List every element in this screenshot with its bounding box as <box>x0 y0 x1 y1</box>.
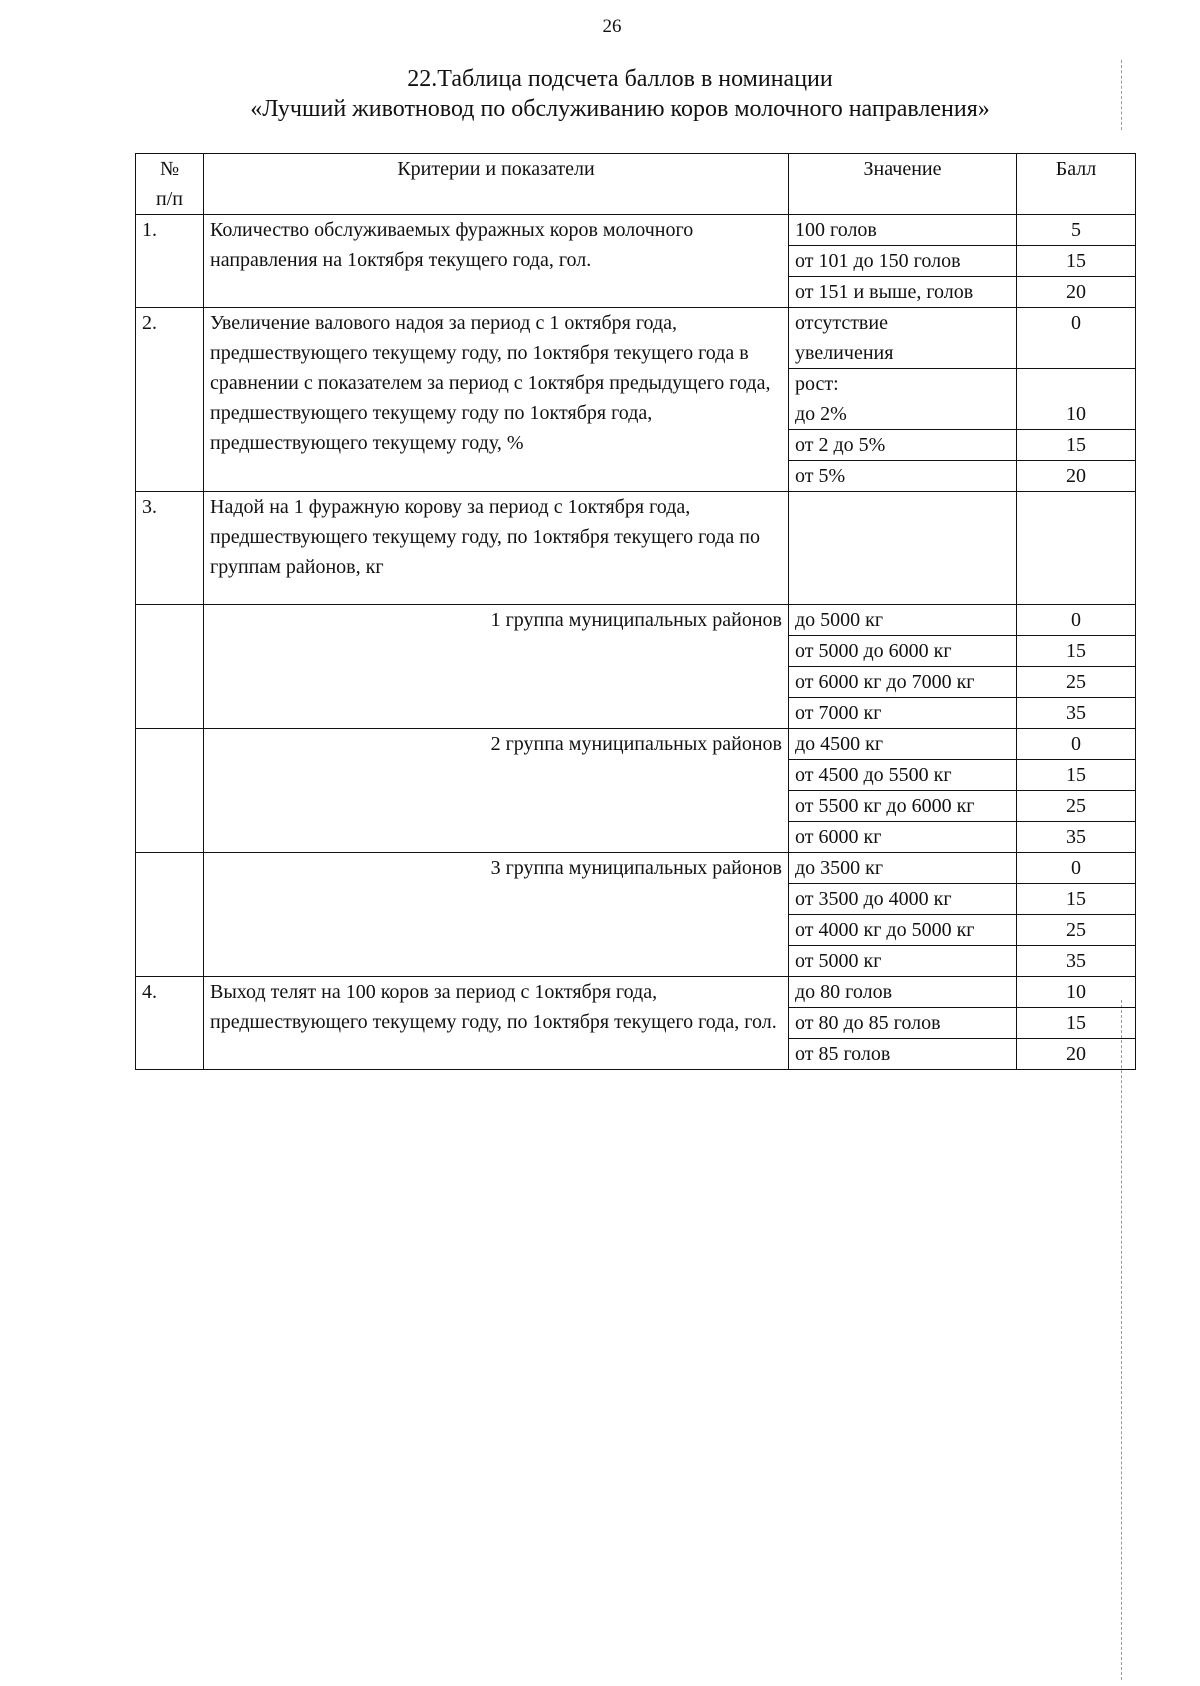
points-cell: 25 <box>1017 915 1136 946</box>
value-cell: от 7000 кг <box>789 698 1017 729</box>
scan-edge-mark <box>1121 1000 1123 1680</box>
row-number: 1. <box>136 215 204 308</box>
points-cell: 15 <box>1017 430 1136 461</box>
value-cell: от 2 до 5% <box>789 430 1017 461</box>
scan-edge-mark <box>1121 60 1123 130</box>
value-cell: от 6000 кг до 7000 кг <box>789 667 1017 698</box>
value-cell: от 4500 до 5500 кг <box>789 760 1017 791</box>
value-cell: от 85 голов <box>789 1039 1017 1070</box>
points-cell: 35 <box>1017 698 1136 729</box>
row-number: 3. <box>136 492 204 605</box>
table-row <box>136 977 1136 1008</box>
header-points: Балл <box>1017 154 1136 215</box>
title-line-2: «Лучший животновод по обслуживанию коров молочного направления» <box>250 96 990 122</box>
row-number: 2. <box>136 308 204 492</box>
table-row <box>136 605 1136 636</box>
points-cell: 15 <box>1017 760 1136 791</box>
value-cell: от 5000 до 6000 кг <box>789 636 1017 667</box>
points-cell: 25 <box>1017 791 1136 822</box>
points-cell: 15 <box>1017 884 1136 915</box>
value-cell: от 3500 до 4000 кг <box>789 884 1017 915</box>
value-cell <box>789 492 1017 605</box>
value-cell: до 4500 кг <box>789 729 1017 760</box>
header-criteria: Критерии и показатели <box>204 154 789 215</box>
points-cell: 35 <box>1017 946 1136 977</box>
points-cell: 15 <box>1017 246 1136 277</box>
score-table <box>135 153 1136 1070</box>
table-header-row <box>136 154 1136 215</box>
points-cell: 20 <box>1017 461 1136 492</box>
value-cell <box>789 369 1017 430</box>
header-num-symbol: № <box>159 158 180 180</box>
points-cell: 35 <box>1017 822 1136 853</box>
row-number-empty <box>136 853 204 977</box>
value-line: рост: <box>795 373 839 395</box>
value-cell: от 151 и выше, голов <box>789 277 1017 308</box>
value-cell: от 5000 кг <box>789 946 1017 977</box>
criteria-cell: Увеличение валового надоя за период с 1 октября года, предшествующего текущему году, по 1октября текущего года в сравнении с показателем за период с 1октября предыдущего года, предшествующего текущему году по 1октября года, предшествующего текущему году, % <box>204 308 789 492</box>
title-line-1: 22.Таблица подсчета баллов в номинации <box>407 66 833 92</box>
value-cell: до 3500 кг <box>789 853 1017 884</box>
points-cell: 0 <box>1017 853 1136 884</box>
header-num <box>136 154 204 215</box>
table-row <box>136 729 1136 760</box>
group-label: 1 группа муниципальных районов <box>204 605 789 729</box>
points-cell: 20 <box>1017 277 1136 308</box>
table-row <box>136 215 1136 246</box>
criteria-cell: Надой на 1 фуражную корову за период с 1октября года, предшествующего текущему году, по 1октября текущего года по группам районов, кг <box>204 492 789 605</box>
value-cell: от 6000 кг <box>789 822 1017 853</box>
points-cell: 15 <box>1017 636 1136 667</box>
value-line: отсутствие <box>795 312 888 334</box>
table-row <box>136 492 1136 605</box>
points-cell: 10 <box>1017 369 1136 430</box>
page-number: 26 <box>602 16 622 37</box>
value-cell: до 80 голов <box>789 977 1017 1008</box>
row-number-empty <box>136 605 204 729</box>
header-num-abbr: п/п <box>156 188 183 210</box>
value-line: до 2% <box>795 403 847 425</box>
page-title <box>120 64 1120 124</box>
header-value: Значение <box>789 154 1017 215</box>
value-cell: до 5000 кг <box>789 605 1017 636</box>
table-row <box>136 308 1136 369</box>
points-cell: 0 <box>1017 308 1136 369</box>
points-cell: 25 <box>1017 667 1136 698</box>
value-cell <box>789 308 1017 369</box>
row-number: 4. <box>136 977 204 1070</box>
value-cell: от 101 до 150 голов <box>789 246 1017 277</box>
value-cell: от 5500 кг до 6000 кг <box>789 791 1017 822</box>
row-number-empty <box>136 729 204 853</box>
value-cell: 100 голов <box>789 215 1017 246</box>
points-cell: 0 <box>1017 729 1136 760</box>
value-line: увеличения <box>795 342 894 364</box>
group-label: 3 группа муниципальных районов <box>204 853 789 977</box>
points-cell: 10 <box>1017 977 1136 1008</box>
points-cell: 15 <box>1017 1008 1136 1039</box>
points-cell <box>1017 492 1136 605</box>
value-cell: от 4000 кг до 5000 кг <box>789 915 1017 946</box>
value-cell: от 5% <box>789 461 1017 492</box>
group-label: 2 группа муниципальных районов <box>204 729 789 853</box>
points-cell: 5 <box>1017 215 1136 246</box>
value-cell: от 80 до 85 голов <box>789 1008 1017 1039</box>
points-cell: 20 <box>1017 1039 1136 1070</box>
criteria-cell: Количество обслуживаемых фуражных коров молочного направления на 1октября текущего года, гол. <box>204 215 789 308</box>
table-row <box>136 853 1136 884</box>
criteria-cell: Выход телят на 100 коров за период с 1октября года, предшествующего текущему году, по 1октября текущего года, гол. <box>204 977 789 1070</box>
points-cell: 0 <box>1017 605 1136 636</box>
